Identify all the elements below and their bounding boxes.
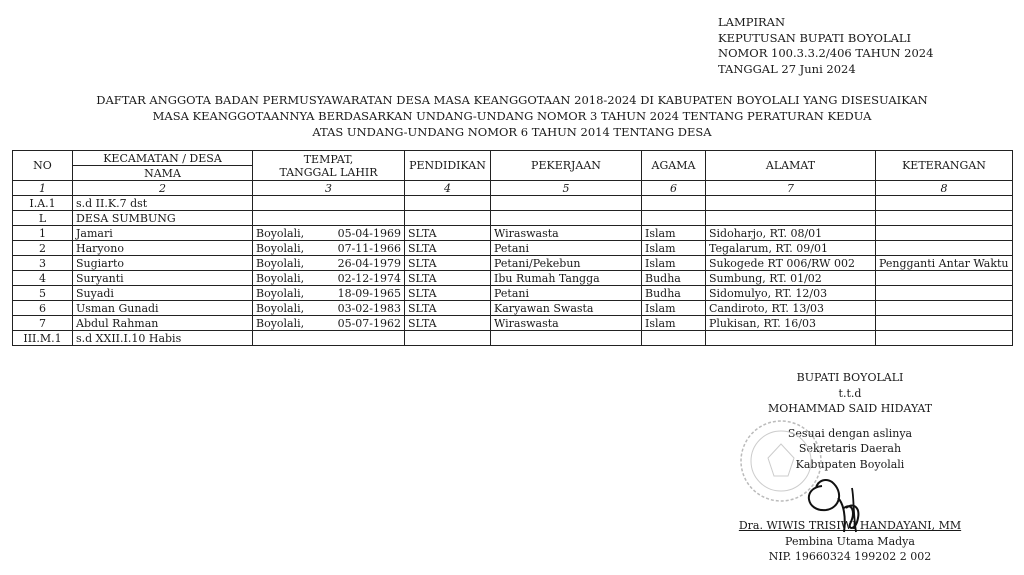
member-name: Suyadi [73, 286, 253, 301]
birth-place: Boyolali, [256, 316, 305, 330]
title-line: ATAS UNDANG-UNDANG NOMOR 6 TAHUN 2014 TENTANG DESA [312, 125, 712, 139]
member-name: Sugiarto [73, 256, 253, 271]
member-religion: Islam [642, 301, 706, 316]
title-line: MASA KEANGGOTAANNYA BERDASARKAN UNDANG-UNDANG NOMOR 3 TAHUN 2024 TENTANG PERATURAN KEDUA [152, 109, 872, 123]
birth-date: 05-04-1969 [337, 226, 401, 240]
birth-date: 02-12-1974 [337, 271, 401, 285]
header-agama: AGAMA [642, 151, 706, 181]
empty-cell [405, 331, 491, 346]
empty-cell [876, 331, 1013, 346]
section-row [13, 196, 1013, 211]
attest-line: Kabupaten Boyolali [795, 457, 905, 471]
attachment-line: NOMOR 100.3.3.2/406 TAHUN 2024 [718, 46, 934, 60]
table-row [13, 286, 1013, 301]
member-religion: Islam [642, 226, 706, 241]
pre-rows [13, 196, 1013, 226]
empty-cell [706, 331, 876, 346]
handwritten-signature-icon [800, 468, 880, 538]
member-name: Usman Gunadi [73, 301, 253, 316]
row-no: 7 [13, 316, 73, 331]
header-alamat: ALAMAT [706, 151, 876, 181]
row-no: 2 [13, 241, 73, 256]
attachment-line: LAMPIRAN [718, 15, 786, 29]
member-birth [253, 316, 405, 331]
header-no: NO [13, 151, 73, 181]
empty-cell [491, 211, 642, 226]
empty-cell [642, 196, 706, 211]
empty-cell [491, 331, 642, 346]
attachment-header [718, 15, 933, 77]
official-nip: NIP. 19660324 199202 2 002 [768, 550, 932, 563]
birth-place: Boyolali, [256, 226, 305, 240]
table-row [13, 271, 1013, 286]
section-row [13, 331, 1013, 346]
birth-date: 03-02-1983 [337, 301, 401, 315]
table-row [13, 226, 1013, 241]
empty-cell [876, 211, 1013, 226]
row-no: 5 [13, 286, 73, 301]
row-label: s.d II.K.7 dst [73, 196, 253, 211]
member-occupation: Wiraswasta [491, 316, 642, 331]
attest-line: Sesuai dengan aslinya [787, 426, 913, 440]
birth-place: Boyolali, [256, 241, 305, 255]
column-number: 3 [253, 181, 405, 196]
empty-cell [405, 196, 491, 211]
member-address: Sidoharjo, RT. 08/01 [706, 226, 876, 241]
empty-cell [405, 211, 491, 226]
row-no: III.M.1 [13, 331, 73, 346]
row-no: 3 [13, 256, 73, 271]
header-tempat: TEMPAT, [303, 152, 354, 166]
member-education: SLTA [405, 301, 491, 316]
official-name: Dra. WIWIS TRISIWI HANDAYANI, MM [738, 519, 962, 532]
member-education: SLTA [405, 226, 491, 241]
member-note [876, 241, 1013, 256]
header-pendidikan: PENDIDIKAN [405, 151, 491, 181]
header-nama: NAMA [73, 166, 253, 181]
column-number: 4 [405, 181, 491, 196]
member-rows [13, 226, 1013, 331]
member-religion: Budha [642, 271, 706, 286]
title-line: DAFTAR ANGGOTA BADAN PERMUSYAWARATAN DESA MASA KEANGGOTAAN 2018-2024 DI KABUPATEN BOYOLALI YANG DISESUAIKAN [96, 93, 928, 107]
member-education: SLTA [405, 316, 491, 331]
member-name: Abdul Rahman [73, 316, 253, 331]
member-religion: Budha [642, 286, 706, 301]
birth-place: Boyolali, [256, 301, 305, 315]
signature-ttd: t.t.d [838, 386, 862, 400]
member-address: Plukisan, RT. 16/03 [706, 316, 876, 331]
row-no: 1 [13, 226, 73, 241]
row-label: DESA SUMBUNG [73, 211, 253, 226]
member-birth [253, 301, 405, 316]
column-number-row [13, 181, 1013, 196]
member-birth [253, 286, 405, 301]
member-note [876, 226, 1013, 241]
header-tanggal: TANGGAL LAHIR [279, 165, 378, 179]
member-occupation: Wiraswasta [491, 226, 642, 241]
member-religion: Islam [642, 256, 706, 271]
row-no: I.A.1 [13, 196, 73, 211]
member-note [876, 271, 1013, 286]
birth-place: Boyolali, [256, 286, 305, 300]
post-rows [13, 331, 1013, 346]
signature-office: BUPATI BOYOLALI [796, 371, 904, 384]
row-no: 4 [13, 271, 73, 286]
column-number: 6 [642, 181, 706, 196]
header-pekerjaan: PEKERJAAN [491, 151, 642, 181]
member-education: SLTA [405, 286, 491, 301]
column-number: 8 [876, 181, 1013, 196]
empty-cell [706, 211, 876, 226]
member-education: SLTA [405, 271, 491, 286]
empty-cell [253, 196, 405, 211]
header-keterangan: KETERANGAN [876, 151, 1013, 181]
header-kecamatan: KECAMATAN / DESA [73, 151, 253, 166]
member-occupation: Karyawan Swasta [491, 301, 642, 316]
column-number: 2 [73, 181, 253, 196]
birth-date: 07-11-1966 [337, 241, 401, 255]
member-education: SLTA [405, 241, 491, 256]
empty-cell [642, 331, 706, 346]
members-table [12, 150, 1013, 346]
member-birth [253, 271, 405, 286]
birth-date: 05-07-1962 [337, 316, 401, 330]
document-title [0, 92, 1024, 140]
table-row [13, 316, 1013, 331]
member-occupation: Ibu Rumah Tangga [491, 271, 642, 286]
member-note [876, 301, 1013, 316]
empty-cell [491, 196, 642, 211]
member-education: SLTA [405, 256, 491, 271]
member-note [876, 286, 1013, 301]
member-address: Sumbung, RT. 01/02 [706, 271, 876, 286]
member-note [876, 316, 1013, 331]
header-tempat-tanggal [253, 151, 405, 181]
attachment-line: KEPUTUSAN BUPATI BOYOLALI [718, 30, 912, 45]
table-row [13, 256, 1013, 271]
empty-cell [253, 211, 405, 226]
member-address: Candiroto, RT. 13/03 [706, 301, 876, 316]
header-row [13, 151, 1013, 166]
birth-place: Boyolali, [256, 256, 305, 270]
member-name: Haryono [73, 241, 253, 256]
member-address: Sidomulyo, RT. 12/03 [706, 286, 876, 301]
column-number: 7 [706, 181, 876, 196]
member-occupation: Petani [491, 241, 642, 256]
birth-place: Boyolali, [256, 271, 305, 285]
member-name: Suryanti [73, 271, 253, 286]
column-number: 5 [491, 181, 642, 196]
member-address: Tegalarum, RT. 09/01 [706, 241, 876, 256]
row-no: L [13, 211, 73, 226]
member-occupation: Petani/Pekebun [491, 256, 642, 271]
attachment-line: TANGGAL 27 Juni 2024 [718, 61, 856, 76]
member-note: Pengganti Antar Waktu [876, 256, 1013, 271]
member-birth [253, 226, 405, 241]
member-religion: Islam [642, 241, 706, 256]
empty-cell [876, 196, 1013, 211]
row-label: s.d XXII.I.10 Habis [73, 331, 253, 346]
table-row [13, 301, 1013, 316]
column-number: 1 [13, 181, 73, 196]
birth-date: 26-04-1979 [337, 256, 401, 270]
row-no: 6 [13, 301, 73, 316]
member-birth [253, 256, 405, 271]
section-row [13, 211, 1013, 226]
member-religion: Islam [642, 316, 706, 331]
official-rank: Pembina Utama Madya [785, 534, 915, 548]
birth-date: 18-09-1965 [337, 286, 401, 300]
member-name: Jamari [73, 226, 253, 241]
table-row [13, 241, 1013, 256]
signature-name: MOHAMMAD SAID HIDAYAT [767, 402, 933, 415]
member-occupation: Petani [491, 286, 642, 301]
empty-cell [642, 211, 706, 226]
attest-line: Sekretaris Daerah [798, 442, 902, 455]
empty-cell [706, 196, 876, 211]
empty-cell [253, 331, 405, 346]
member-birth [253, 241, 405, 256]
member-address: Sukogede RT 006/RW 002 [706, 256, 876, 271]
